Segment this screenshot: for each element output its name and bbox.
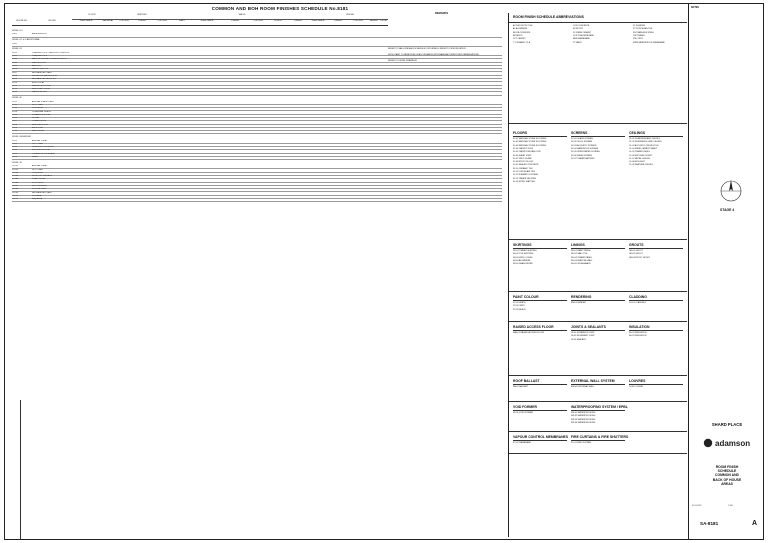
legend-item: SK-04 ALUMINIUM xyxy=(513,259,531,262)
legend-divider xyxy=(513,300,567,301)
side-revision-strip xyxy=(6,400,21,540)
table-cell: L3.03 xyxy=(12,146,18,149)
table-cell: STORE xyxy=(32,117,39,120)
table-cell: L10.05 xyxy=(12,178,19,181)
legend-item: FL-06 SHEET VINYL xyxy=(513,154,532,157)
abbreviation-entry: PL PLASTER xyxy=(633,25,646,27)
legend-divider xyxy=(571,300,625,301)
legend-divider xyxy=(509,401,687,402)
legend-item: SK-05 SHADOWLINE xyxy=(513,263,533,266)
legend-section-title: LOUVRES xyxy=(629,379,646,383)
table-cell: ARRIVAL STAIR/LOBBY xyxy=(32,100,54,103)
table-cell: ROOF ACCESS xyxy=(32,188,47,191)
table-cell: COMMUNAL SPACE xyxy=(32,110,51,113)
table-cell: L10.01 xyxy=(12,165,19,168)
legend-divider xyxy=(513,136,567,137)
legend-item: WP-03 WATERPROOFING xyxy=(571,418,596,421)
table-cell: LIFT LOBBY xyxy=(32,168,44,171)
legend-section-title: FLOORS xyxy=(513,131,528,135)
table-cell: L2.03 xyxy=(12,107,18,110)
column-header: SUBSTRATE xyxy=(72,20,100,26)
legend-item: VC-01 MEMBRANE xyxy=(513,442,531,444)
drawing-title-line: ROOM FINISH xyxy=(715,465,739,469)
legend-divider xyxy=(513,440,567,441)
table-cell: TR01 xyxy=(12,33,17,36)
abbreviation-entry: FC FIBRE CEMENT xyxy=(573,31,592,34)
legend-divider xyxy=(571,410,625,411)
column-header: ROOM NO. xyxy=(12,20,32,26)
legend-item: CL-08 SKYLIGHT xyxy=(629,161,645,164)
legend-section-title: VOID FORMER xyxy=(513,405,537,409)
table-cell: ARRIVAL LOBBY xyxy=(32,139,48,142)
level-section-header: LEVEL 10 xyxy=(12,161,22,164)
legend-item: CL-06 EXPOSED SOFFIT xyxy=(629,154,653,157)
abbreviation-entry: CPT CARPET xyxy=(513,38,526,41)
legend-section-title: CEILINGS xyxy=(629,131,646,135)
column-header: LEVEL xyxy=(380,20,388,26)
table-cell: MEETING ROOM xyxy=(32,123,48,126)
column-group: CEILING xyxy=(312,14,388,20)
table-cell: L10.10 xyxy=(12,194,19,197)
table-row xyxy=(12,198,502,202)
table-cell: L0.11 xyxy=(12,84,17,87)
column-group: FLOOR xyxy=(72,14,112,20)
abbreviation-entry: VNL VINYL xyxy=(633,38,644,41)
remarks-header: REMARKS xyxy=(435,12,449,15)
legend-item: GR-03 EPOXY GROUT xyxy=(629,256,651,259)
table-row xyxy=(12,91,502,95)
legend-item: JS-02 MOVEMENT JOINT xyxy=(571,335,595,338)
legend-item: FL-08 EPOXY FLOOR xyxy=(513,161,534,164)
table-cell: L3.05 xyxy=(12,152,18,155)
legend-divider xyxy=(509,239,687,240)
legend-item: SK-01 TIMBER SKIRTING xyxy=(513,250,537,252)
abbreviation-entry: TIM TIMBER xyxy=(633,34,645,37)
legend-section-title: PAINT COLOUR xyxy=(513,295,539,299)
abbreviation-entry: BR BRICK xyxy=(513,34,523,37)
table-cell: BBQ AREA xyxy=(32,198,43,201)
table-cell: L0.06 xyxy=(12,68,18,71)
north-arrow-icon xyxy=(718,178,744,204)
legend-item: VF-01 VOID FORMER xyxy=(513,412,534,414)
finish-schedule-table xyxy=(12,14,502,354)
abbreviation-entry: CT CERAMIC TILE xyxy=(513,41,531,44)
table-cell: BACK OF HOUSE CORRIDOR ENTRY xyxy=(32,58,68,61)
legend-item: PC-03 BLACK xyxy=(513,308,526,311)
table-cell: STORAGE xyxy=(32,194,42,197)
legend-divider xyxy=(509,431,687,432)
table-cell: FIRE PUMP ROOM xyxy=(32,88,50,91)
legend-item: FC-01 FIRE CURTAIN xyxy=(571,442,591,444)
abbreviation-entry: ACT ACOUSTIC TILE xyxy=(513,25,533,27)
table-cell: L2.07 xyxy=(12,120,18,123)
table-cell: LIFT LOBBY xyxy=(32,142,44,145)
table-cell: L0.05 xyxy=(12,65,18,67)
legend-section-title: SKIRTINGS xyxy=(513,243,532,247)
legend-item: SC-02 SOLID SCREEN xyxy=(571,141,593,144)
legend-section-title: SCREENS xyxy=(571,131,588,135)
legend-section-title: ROOF BALLAST xyxy=(513,379,540,383)
title-block xyxy=(688,3,764,540)
legend-item: FL-14 ENTRY MATTING xyxy=(513,180,535,183)
table-cell: L3.01 xyxy=(12,139,18,142)
table-cell: L2.09 xyxy=(12,127,18,129)
abbreviation-entry: MEM MEMBRANE xyxy=(573,38,590,41)
table-cell: L2.05 xyxy=(12,113,18,116)
column-header: SUBSTRATE xyxy=(192,20,222,26)
legend-item: JS-01 EXPANSION JOINT xyxy=(571,332,595,334)
legend-item: LV-01 LOUVRE xyxy=(629,386,643,388)
legend-divider xyxy=(571,136,625,137)
legend-item: EW-01 EXTERNAL WALL xyxy=(571,386,595,388)
table-cell: L0.10 xyxy=(12,81,18,84)
table-cell: CORRIDOR xyxy=(32,171,43,174)
legend-section-title: INSULATION xyxy=(629,325,650,329)
legend-item: WP-01 WATERPROOFING xyxy=(571,412,596,414)
legend-item: SC-07 TIMBER BATTENS xyxy=(571,157,595,160)
abbreviation-entry: CON CONCRETE xyxy=(573,25,590,27)
table-cell: MECHANICAL SERVICES xyxy=(32,78,56,81)
legend-item: SK-02 TILE SKIRTING xyxy=(513,253,534,256)
legend-item: FL-09 SEALED CONCRETE xyxy=(513,164,539,167)
legend-item: WL-02 WALL TILE xyxy=(571,253,588,256)
legend-item: FL-03 NATURAL STONE FLOORING xyxy=(513,144,547,147)
legend-section-title: FIRE CURTAINS & FIRE SHUTTERS xyxy=(571,435,629,439)
table-cell: WASTE ROOM xyxy=(32,61,46,64)
drawing-title-line: COMMON AND xyxy=(715,473,739,478)
project-name: SHARD PLACE xyxy=(711,422,743,427)
drawing-title xyxy=(692,465,762,486)
legend-divider xyxy=(513,384,567,385)
legend-divider xyxy=(629,300,683,301)
column-group: WALLS xyxy=(172,14,312,20)
table-cell: L0.07 xyxy=(12,71,18,74)
table-cell: BIN CHUTE ROOM xyxy=(32,149,50,152)
legend-item: CL-07 METAL CEILING xyxy=(629,157,651,160)
table-cell: CORRIDOR xyxy=(32,107,43,110)
table-cell: L0.12 xyxy=(12,88,18,91)
legend-divider xyxy=(629,248,683,249)
legend-item: CL-04 FIBRE CEMENT SHEET xyxy=(629,147,658,150)
table-cell: L2.08 xyxy=(12,123,18,126)
table-cell: CLEANER'S CUPBOARD xyxy=(32,152,56,155)
remark-note: REFER TO DETAIL DRAWINGS xyxy=(388,60,417,62)
table-cell: AIRSIDE/ENTRY xyxy=(32,33,48,36)
remark-note: NOTE: PAINT TO BE APPLIED IN ACCORDANCE WITH MANUFACTURER'S RECOMMENDATIONS xyxy=(388,54,479,56)
abbreviation-entry: SS STAINLESS STEEL xyxy=(633,31,654,34)
column-header: COLOUR xyxy=(248,20,268,26)
legend-section-title: WATERPROOFING SYSTEM / EPBL xyxy=(571,405,628,409)
legend-section-title: RAISED ACCESS FLOOR xyxy=(513,325,554,329)
column-header: MATERIAL xyxy=(100,20,116,26)
table-cell: RISER xyxy=(32,156,39,158)
company-logo xyxy=(700,436,760,448)
legend-item: WL-04 FEATURE WALL xyxy=(571,259,593,262)
legend-item: IN-02 INSULATION xyxy=(629,335,647,338)
legend-item: SC-01 GLASS SCREEN xyxy=(571,138,593,140)
legend-item: GR-01 GROUT xyxy=(629,250,643,252)
table-cell: TR02 xyxy=(12,42,17,45)
legend-item: RAF-01 RAISED ACCESS FLOOR xyxy=(513,332,545,334)
table-cell: L2.01 xyxy=(12,100,18,103)
legend-item: IN-01 INSULATION xyxy=(629,332,647,334)
table-row xyxy=(12,156,502,160)
drawing-number: SA-8181 xyxy=(700,521,719,526)
abbreviation-entry: GYP PLASTERBOARD xyxy=(573,34,594,37)
table-cell: LIFT LOBBY xyxy=(32,103,44,106)
table-cell: SPRINKLER VALVE ROOM xyxy=(32,74,57,77)
legend-item: RN-01 RENDER xyxy=(571,302,586,304)
legend-item: FL-11 PORCELAIN TILE xyxy=(513,171,535,173)
table-cell: L10.11 xyxy=(12,198,18,201)
table-cell: COMMS ROOM xyxy=(32,120,47,123)
legend-item: WL-01 PAINT FINISH xyxy=(571,250,591,252)
svg-text:adamson: adamson xyxy=(715,439,751,448)
column-header: FINISH xyxy=(132,20,152,26)
legend-item: FL-05 CARPET BROADLOOM xyxy=(513,151,541,154)
legend-divider xyxy=(629,330,683,331)
column-header: WALL xyxy=(172,20,192,26)
notes-header: NOTES xyxy=(691,7,699,9)
table-cell: L2.06 xyxy=(12,117,18,120)
table-cell: L3.04 xyxy=(12,149,18,152)
legend-divider xyxy=(571,384,625,385)
drawing-title-line: AREAS xyxy=(721,481,733,486)
abbreviation-entry: EP EPOXY xyxy=(573,28,584,31)
column-group: SKIRTING xyxy=(112,14,172,20)
drawing-scale: 1:100 xyxy=(728,505,733,507)
legend-item: SC-05 PERFORATED SCREEN xyxy=(571,151,600,154)
table-cell: L0.03 xyxy=(12,58,18,61)
table-cell: L10.02 xyxy=(12,168,19,171)
legend-item: PC-01 WHITE xyxy=(513,302,526,304)
legend-item: WL-03 TIMBER PANEL xyxy=(571,256,592,259)
table-cell: ARRIVAL LOBBY xyxy=(32,165,48,168)
legend-item: SC-06 MESH SCREEN xyxy=(571,154,592,157)
level-section-header: LEVEL 01 xyxy=(12,48,22,51)
drawing-title-line: SCHEDULE xyxy=(717,469,737,474)
legend-item: WL-05 SPLASHBACK xyxy=(571,263,591,266)
legend-divider xyxy=(629,384,683,385)
table-cell: L3.06 xyxy=(12,156,18,158)
table-cell: L2.10 xyxy=(12,130,18,133)
drawing-title-line: BACK OF HOUSE xyxy=(712,477,742,482)
column-header: SUBSTRATE xyxy=(308,20,328,26)
table-row xyxy=(12,43,502,47)
abbreviation-entry: PT PAINT xyxy=(573,41,582,44)
table-cell: ROOFTOP TERRACE xyxy=(32,175,52,178)
legend-item: CL-03 ACOUSTIC CEILING TILE xyxy=(629,144,659,147)
legend-item: FL-01 NATURAL STONE FLOORING xyxy=(513,138,547,140)
legend-divider xyxy=(571,330,625,331)
legend-divider xyxy=(509,123,687,124)
legend-divider xyxy=(571,440,625,441)
level-section-header: LEVEL 02 xyxy=(12,97,22,100)
table-cell: PLANT ROOM xyxy=(32,178,46,181)
table-cell: L10.03 xyxy=(12,171,19,174)
table-cell: POOL DECK xyxy=(32,181,44,184)
column-header: FINISH xyxy=(328,20,348,26)
table-cell: MECHANICAL PLANT xyxy=(32,191,53,194)
legend-item: WP-02 WATERPROOFING xyxy=(571,415,596,418)
legend-item: FL-12 RUBBER FLOORING xyxy=(513,174,539,177)
table-cell: LOADING DOCK / SERVICE CORRIDOR xyxy=(32,51,70,54)
legend-item: CL-09 FEATURE CEILING xyxy=(629,164,653,167)
table-cell: L0.04 xyxy=(12,61,18,64)
column-header: HEIGHT xyxy=(368,20,380,26)
legend-divider xyxy=(571,248,625,249)
legend-item: CD-01 CLADDING xyxy=(629,302,646,304)
level-section-header: LEVEL 0.1 & 2 ADDITIONAL xyxy=(12,39,40,42)
legend-item: FL-13 TIMBER DECKING xyxy=(513,177,536,180)
table-cell: CLEANER'S ROOM xyxy=(32,113,50,116)
level-section-header: LEVEL 03/04/05/06 xyxy=(12,136,31,139)
table-cell: MECHANICAL PLANT xyxy=(32,71,53,74)
table-cell: LOADING DOCK xyxy=(32,55,48,58)
table-cell: L10.06 xyxy=(12,181,19,184)
abbreviation-entry: BLK BLOCKWORK xyxy=(513,31,531,34)
table-cell: L10.08 xyxy=(12,188,19,191)
table-cell: L0.01 xyxy=(12,51,18,54)
legend-item: GR-02 GROUT xyxy=(629,253,643,256)
table-cell: LIFT OVERRUN xyxy=(32,185,47,187)
table-cell: L10.09 xyxy=(12,191,19,194)
legend-item: FL-07 VINYL PLANK xyxy=(513,157,532,160)
column-header: PLINTH xyxy=(268,20,288,26)
legend-section-title: JOINTS & SEALANTS xyxy=(571,325,606,329)
legend-item: PC-02 GREY xyxy=(513,305,525,308)
revision-letter: A xyxy=(752,520,758,527)
remark-note: REFER TO WALL FINISHES SCHEDULE FOR DETAILS. REFER TO SPECIFICATION xyxy=(388,48,466,50)
table-cell: AIRLOCK xyxy=(32,65,41,67)
legend-item: SC-03 ACOUSTIC SCREEN xyxy=(571,144,597,147)
table-cell: L10.07 xyxy=(12,185,19,187)
schedule-title: COMMON AND BOH ROOM FINISHES SCHEDULE No.8181 xyxy=(211,6,349,11)
legend-section-title: LININGS xyxy=(571,243,585,247)
legend-divider xyxy=(509,22,687,23)
abbreviation-entry: AL ALUMINIUM xyxy=(513,28,528,31)
legend-divider xyxy=(509,375,687,376)
legend-item: RB-01 BALLAST xyxy=(513,386,529,388)
legend-title: ROOM FINISH SCHEDULE ABBREVIATIONS xyxy=(513,15,584,19)
column-header: COLOUR xyxy=(116,20,132,26)
legend-divider xyxy=(509,321,687,322)
column-header: FINISH xyxy=(288,20,308,26)
legend-item: SC-04 HARDWOOD SCREEN xyxy=(571,147,599,150)
stage-label: STAGE 4 xyxy=(720,208,735,212)
legend-item: FL-04 CARPET TILES xyxy=(513,147,533,150)
legend-divider xyxy=(509,453,687,454)
legend-item: CL-05 TIMBER LINING xyxy=(629,151,650,154)
column-header: ROOM xyxy=(32,20,72,26)
legend-divider xyxy=(629,136,683,137)
table-cell: RESIDENT CORRIDOR xyxy=(32,146,54,149)
legend-divider xyxy=(509,291,687,292)
table-row xyxy=(12,33,502,37)
legend-item: FL-02 NATURAL STONE FLOORING xyxy=(513,141,547,144)
legend-divider xyxy=(513,330,567,331)
table-cell: L2.04 xyxy=(12,110,18,113)
table-cell: L0.13 xyxy=(12,91,18,94)
abbreviation-entry: PT PORCELAIN TILE xyxy=(633,28,653,31)
legend-item: JS-03 SEALANT xyxy=(571,338,586,341)
legend-item: FL-10 CERAMIC TILE xyxy=(513,167,533,170)
level-section-header: LEVEL 0.0 xyxy=(12,30,23,32)
table-cell: PATROL SWITCH xyxy=(32,68,49,71)
legend-item: SK-03 VINYL COVED xyxy=(513,256,533,259)
legend-section-title: EXTERNAL WALL SYSTEM xyxy=(571,379,615,383)
column-header: COLOUR xyxy=(348,20,368,26)
table-cell: L0.08 xyxy=(12,74,18,77)
column-header: FINISH xyxy=(222,20,248,26)
legend-section-title: VAPOUR CONTROL MEMBRANES xyxy=(513,435,569,439)
table-cell: WATER METER xyxy=(32,91,47,94)
abbreviation-entry: WPM WATERPROOF MEMBRANE xyxy=(633,41,665,44)
table-cell: BIN STORE xyxy=(32,127,43,129)
legend-section-title: CLADDING xyxy=(629,295,647,299)
table-cell: GAS METER ROOM xyxy=(32,84,51,87)
table-row xyxy=(12,130,502,134)
column-header: COLOUR xyxy=(152,20,172,26)
legend-item: WP-04 WATERPROOFING xyxy=(571,421,596,424)
legend-item: CL-01 PLASTERBOARD CEILING xyxy=(629,138,660,140)
table-cell: L10.04 xyxy=(12,175,19,178)
legend-divider xyxy=(513,248,567,249)
table-cell: BIKE STORE xyxy=(32,130,44,133)
legend-divider xyxy=(513,410,567,411)
table-cell: L3.02 xyxy=(12,142,18,145)
table-cell: ELECTRICAL xyxy=(32,81,45,84)
legend-section-title: GROUTS xyxy=(629,243,644,247)
abbreviations-legend xyxy=(508,13,687,537)
table-cell: L0.02 xyxy=(12,55,18,58)
table-cell: L2.02 xyxy=(12,103,18,106)
drawing-date: 01.03.2019 xyxy=(692,505,702,507)
legend-section-title: RENDERING xyxy=(571,295,592,299)
legend-item: CL-02 SUSPENDED GRID CEILING xyxy=(629,141,662,144)
table-cell: L0.09 xyxy=(12,78,18,81)
